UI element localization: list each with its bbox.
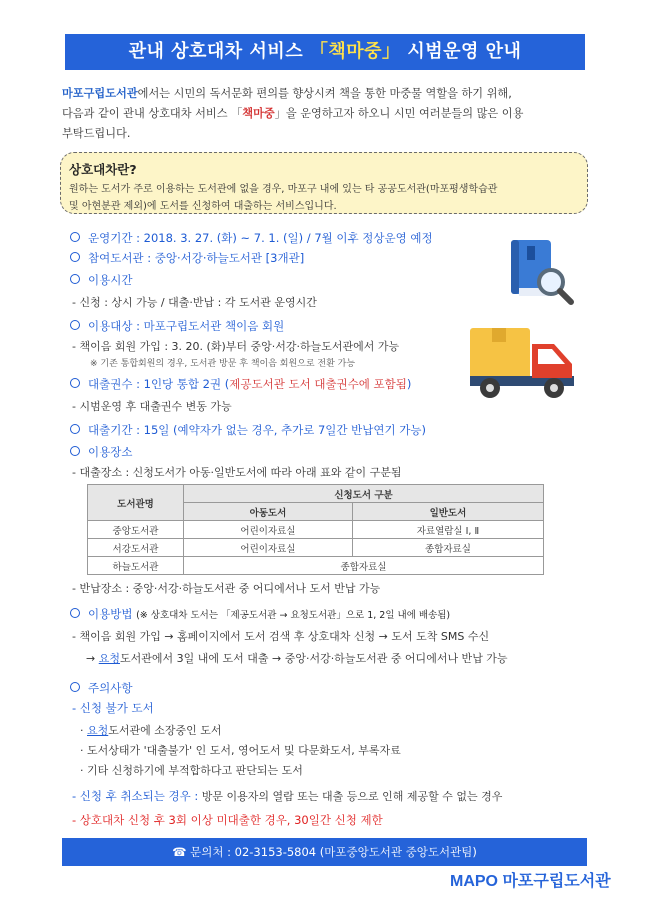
table-cell: 어린이자료실	[184, 539, 353, 557]
definition-callout	[60, 152, 588, 214]
table-header-child: 아동도서	[184, 503, 353, 521]
section-target	[70, 318, 284, 334]
period-text: 운영기간 : 2018. 3. 27. (화) ~ 7. 1. (일) / 7월 이후 정상운영 예정	[88, 231, 433, 245]
section-method	[70, 606, 450, 622]
caution-item-2-text: 도서상태가 '대출불가' 인 도서, 영어도서 및 다문화도서, 부록자료	[87, 744, 401, 757]
request-library-word: 요청	[98, 652, 120, 665]
table-cell: 서강도서관	[88, 539, 184, 557]
title-suffix: 시범운영 안내	[400, 41, 522, 62]
callout-line-1: 원하는 도서가 주로 이용하는 도서관에 없을 경우, 마포구 내에 있는 타 공공도서관(마포평생학습관	[69, 184, 498, 195]
method-line-2-rest: 도서관에서 3일 내에 도서 대출 → 중앙·서강·하늘도서관 중 어디에서나 반납 가능	[119, 652, 508, 665]
page-title-banner	[65, 34, 585, 70]
target-note: ※ 기존 통합회원의 경우, 도서관 방문 후 책이음 회원으로 전환 가능	[90, 359, 356, 369]
target-detail: - 책이음 회원 가입 : 3. 20. (화)부터 중앙·서강·하늘도서관에서 가능	[72, 340, 400, 353]
request-word: 요청	[87, 724, 109, 737]
contact-footer	[62, 838, 587, 866]
callout-line-2: 및 아현분관 제외)에 도서를 신청하여 대출하는 서비스입니다.	[69, 201, 337, 212]
caution-item-3-text: 기타 신청하기에 부적합하다고 판단되는 도서	[87, 764, 303, 777]
section-loan-count	[70, 376, 411, 392]
intro-text-1: 에서는 시민의 독서문화 편의를 향상시켜 책을 통한 마중물 역할을 하기 위해,	[137, 87, 512, 100]
table-row	[88, 539, 544, 557]
limit-warning: - 상호대차 신청 후 3회 이상 미대출한 경우, 30일간 신청 제한	[72, 813, 383, 827]
table-cell: 종합자료실	[184, 557, 544, 575]
arrow-text: →	[86, 652, 99, 665]
section-operation-period	[70, 230, 433, 246]
table-header-library: 도서관명	[88, 485, 184, 521]
bullet-icon	[70, 274, 80, 284]
hours-detail: - 신청 : 상시 가능 / 대출·반납 : 각 도서관 운영시간	[72, 296, 317, 309]
title-highlight: 「책마중」	[309, 41, 401, 62]
place-detail: - 대출장소 : 신청도서가 아동·일반도서에 따라 아래 표와 같이 구분됨	[72, 466, 402, 479]
table-header-general: 일반도서	[352, 503, 543, 521]
cancel-text: 방문 이용자의 열람 또는 대출 등으로 인해 제공할 수 없는 경우	[201, 790, 503, 803]
bullet-icon	[70, 378, 80, 388]
method-note: (※ 상호대차 도서는 「제공도서관 → 요청도서관」으로 1, 2일 내에 배송됨)	[136, 610, 451, 621]
cancel-label: - 신청 후 취소되는 경우 :	[72, 789, 199, 803]
loan-place-table	[87, 484, 544, 575]
method-line-1: - 책이음 회원 가입 → 홈페이지에서 도서 검색 후 상호대차 신청 → 도서 도착 SMS 수신	[72, 630, 490, 643]
section-libraries	[70, 250, 304, 266]
place-title: 이용장소	[88, 445, 133, 459]
callout-title: 상호대차란?	[69, 162, 137, 177]
caution-item-3: · 기타 신청하기에 부적합하다고 판단되는 도서	[80, 764, 303, 777]
section-place	[70, 444, 132, 460]
table-header-group: 신청도서 구분	[184, 485, 544, 503]
loan-period-text: 대출기간 : 15일 (예약자가 없는 경우, 추가로 7일간 반납연기 가능)	[88, 423, 426, 437]
caution-item-1: · 요청도서관에 소장중인 도서	[80, 724, 222, 737]
method-line-2	[86, 650, 508, 666]
bullet-icon	[70, 682, 80, 692]
table-row	[88, 521, 544, 539]
table-cell: 자료열람실 Ⅰ, Ⅱ	[352, 521, 543, 539]
loan-red-note: 제공도서관 도서 대출권수에 포함됨	[229, 377, 407, 391]
section-caution	[70, 680, 132, 696]
table-cell: 중앙도서관	[88, 521, 184, 539]
logo-text: MAPO 마포구립도서관	[450, 873, 611, 890]
table-row	[88, 557, 544, 575]
intro-service-name: 책마중	[242, 107, 275, 120]
table-cell: 하늘도서관	[88, 557, 184, 575]
method-title: 이용방법	[88, 607, 133, 621]
loan-suffix: )	[406, 377, 412, 391]
contact-text: ☎ 문의처 : 02-3153-5804 (마포중앙도서관 중앙도서관팀)	[172, 845, 477, 859]
mapo-library-logo	[450, 866, 630, 894]
book-search-icon	[505, 236, 575, 308]
hours-title: 이용시간	[88, 273, 133, 287]
target-title: 이용대상 : 마포구립도서관 책이음 회원	[88, 319, 285, 333]
intro-org: 마포구립도서관	[62, 87, 138, 100]
title-prefix: 관내 상호대차 서비스	[128, 41, 310, 62]
caution-title: 주의사항	[88, 681, 133, 695]
cancel-line	[72, 788, 502, 804]
bullet-icon	[70, 424, 80, 434]
caution-item-1-rest: 도서관에 소장중인 도서	[108, 724, 222, 737]
return-place: - 반납장소 : 중앙·서강·하늘도서관 중 어디에서나 도서 반납 가능	[72, 582, 381, 595]
bullet-icon	[70, 320, 80, 330]
caution-item-2: · 도서상태가 '대출불가' 인 도서, 영어도서 및 다문화도서, 부록자료	[80, 744, 401, 757]
intro-paragraph	[62, 84, 592, 144]
intro-text-2: 다음과 같이 관내 상호대차 서비스 「	[62, 107, 243, 120]
intro-text-3: 」을 운영하고자 하오니 시민 여러분들의 많은 이용	[274, 107, 524, 120]
libraries-text: 참여도서관 : 중앙·서강·하늘도서관 [3개관]	[88, 251, 305, 265]
bullet-icon	[70, 608, 80, 618]
bullet-icon	[70, 252, 80, 262]
section-hours	[70, 272, 132, 288]
loan-prefix: 대출권수 : 1인당 통합 2권 (	[88, 377, 230, 391]
loan-detail: - 시범운영 후 대출권수 변동 가능	[72, 400, 232, 413]
bullet-icon	[70, 446, 80, 456]
delivery-truck-icon	[468, 322, 580, 404]
table-cell: 종합자료실	[352, 539, 543, 557]
bullet-icon	[70, 232, 80, 242]
section-loan-period	[70, 422, 426, 438]
table-cell: 어린이자료실	[184, 521, 353, 539]
intro-text-4: 부탁드립니다.	[62, 127, 131, 140]
caution-sub-1: - 신청 불가 도서	[72, 701, 154, 715]
